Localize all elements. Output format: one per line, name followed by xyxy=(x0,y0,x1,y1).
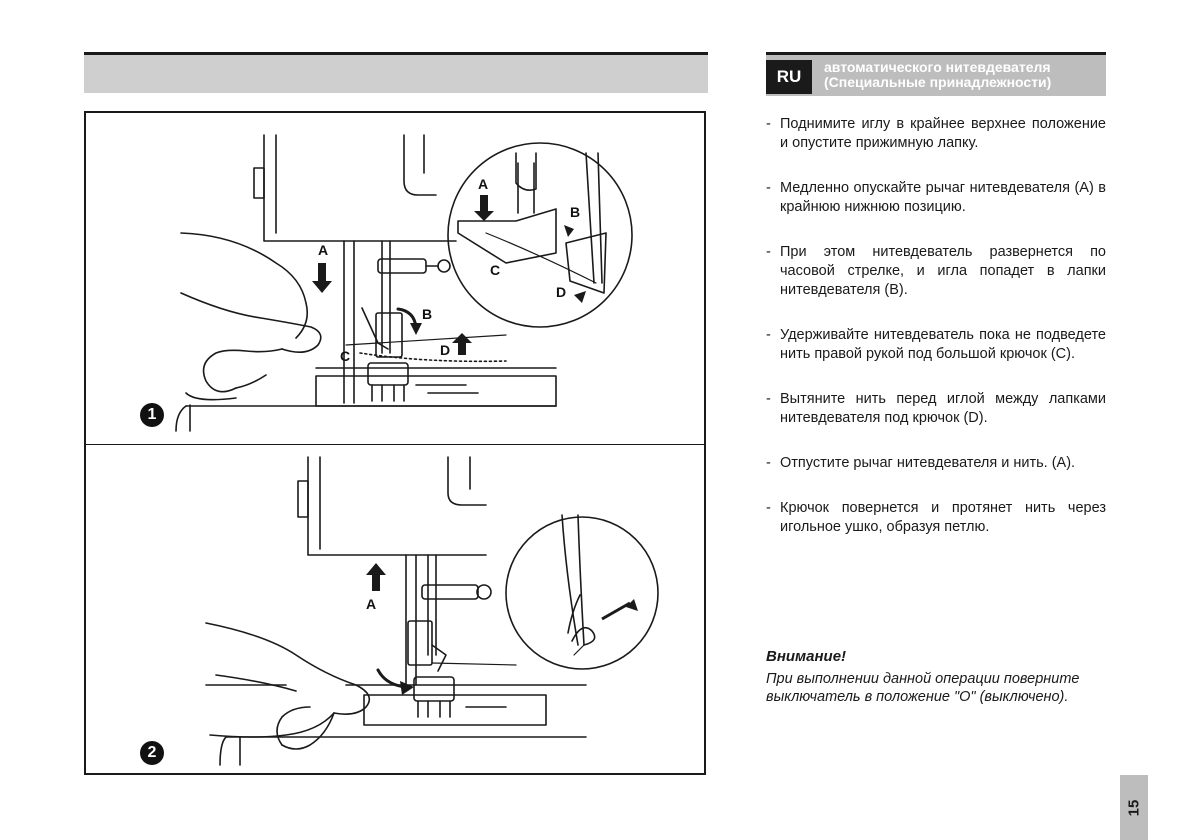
instruction-step xyxy=(766,454,1106,473)
step-dash: - xyxy=(766,327,771,343)
label-a: A xyxy=(318,242,329,258)
illustration-panel-2 xyxy=(86,445,704,773)
section-header xyxy=(766,52,1106,96)
inset-label-d: D xyxy=(556,284,567,300)
inset-label-c: C xyxy=(490,262,501,278)
illustration-frame xyxy=(84,111,706,775)
step-dash: - xyxy=(766,244,771,260)
label-c: C xyxy=(340,348,351,364)
step-text: Удерживайте нитевдеватель пока не подведете нить правой рукой под большой крючок (С). xyxy=(780,327,1106,362)
step-number-badge-2: 2 xyxy=(140,741,164,765)
step-dash: - xyxy=(766,391,771,407)
instruction-list xyxy=(766,115,1106,537)
label-d: D xyxy=(440,342,451,358)
section-title-line-1: автоматического нитевдевателя xyxy=(824,59,1051,75)
step-text: Медленно опускайте рычаг нитевдевателя (А) в крайнюю нижнюю позицию. xyxy=(780,180,1106,215)
page-number: 15 xyxy=(1125,799,1143,816)
instruction-step xyxy=(766,243,1106,300)
step-text: Крючок повернется и протянет нить через игольное ушко, образуя петлю. xyxy=(780,500,1106,535)
instruction-step xyxy=(766,499,1106,537)
section-title-line-2: (Специальные принадлежности) xyxy=(824,74,1052,90)
step-dash: - xyxy=(766,500,771,516)
step-dash: - xyxy=(766,116,771,132)
illustration-panel-1 xyxy=(86,113,704,445)
step-number-badge-1: 1 xyxy=(140,403,164,427)
instruction-step xyxy=(766,390,1106,428)
page-number-tab xyxy=(1120,775,1148,840)
step-text: Вытяните нить перед иглой между лапками нитевдевателя под крючок (D). xyxy=(780,391,1106,426)
instruction-step xyxy=(766,115,1106,153)
label-a-panel-2: A xyxy=(366,596,377,612)
instruction-step xyxy=(766,179,1106,217)
label-b: B xyxy=(422,306,433,322)
left-header-bar xyxy=(84,52,708,93)
warning-text: При выполнении данной операции поверните выключатель в положение "О" (выключено). xyxy=(766,671,1080,705)
inset-label-a: A xyxy=(478,176,489,192)
step-dash: - xyxy=(766,455,771,471)
instruction-step xyxy=(766,326,1106,364)
panel-1-drawing xyxy=(86,113,704,444)
warning-title: Внимание! xyxy=(766,648,847,665)
step-text: При этом нитевдеватель развернется по часовой стрелке, и игла попадет в лапки нитевдевателя (В). xyxy=(780,244,1106,298)
language-badge: RU xyxy=(766,60,812,94)
step-text: Поднимите иглу в крайнее верхнее положение и опустите прижимную лапку. xyxy=(780,116,1106,151)
section-title xyxy=(824,60,1106,90)
panel-2-drawing xyxy=(86,445,704,773)
step-text: Отпустите рычаг нитевдевателя и нить. (А). xyxy=(780,455,1076,471)
step-dash: - xyxy=(766,180,771,196)
inset-label-b: B xyxy=(570,204,581,220)
